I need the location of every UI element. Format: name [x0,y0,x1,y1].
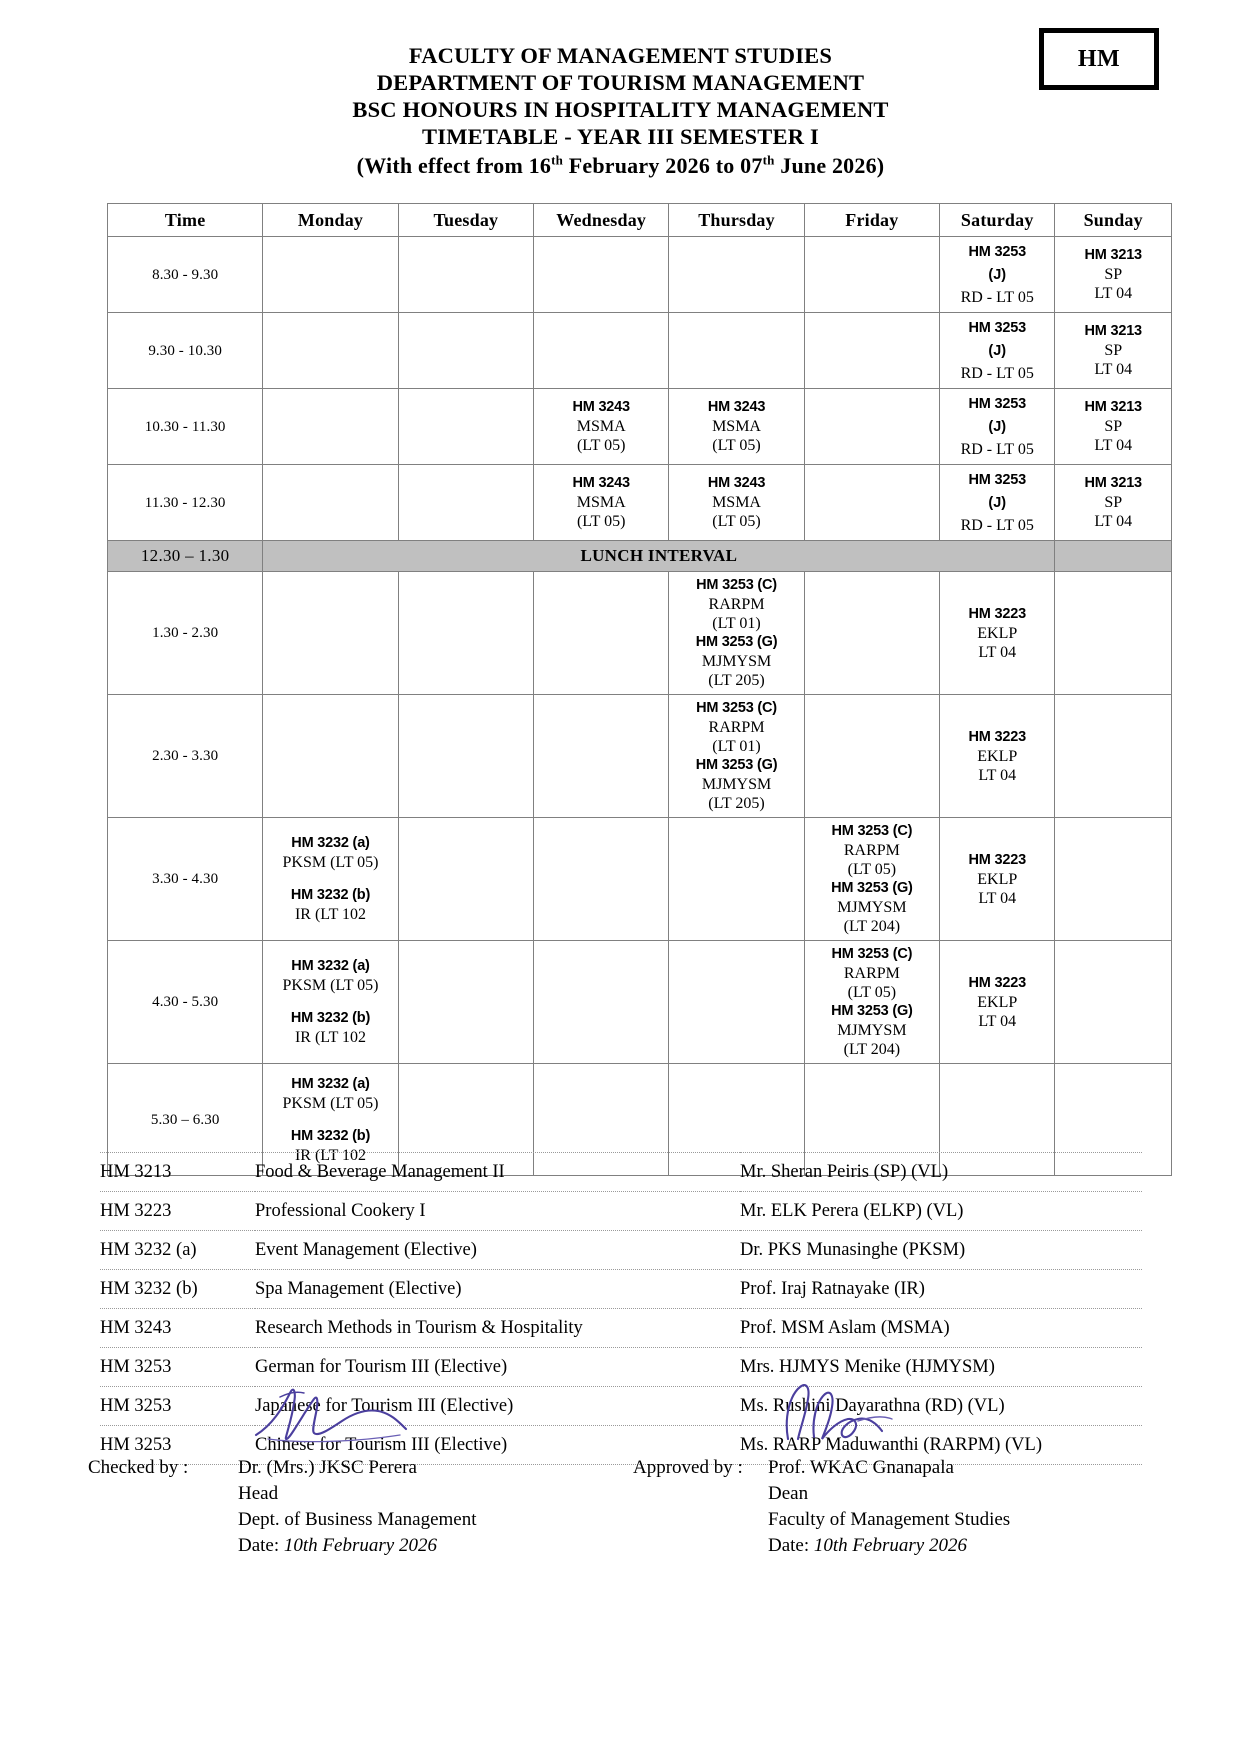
timetable-row [108,818,1172,941]
approved-by-title: Dean [768,1483,809,1504]
course-code: HM 3232 (b) [290,887,371,903]
col-header-sunday: Sunday [1055,204,1172,237]
heading-department: DEPARTMENT OF TOURISM MANAGEMENT [376,70,865,95]
legend-code: HM 3213 [100,1153,255,1192]
course-room: RD - LT 05 [960,516,1034,534]
course-room: LT 04 [1094,361,1133,378]
slot-saturday [940,818,1055,941]
slot-thursday [669,818,804,941]
slot-tuesday [398,941,533,1064]
legend-row [100,1153,1142,1192]
slot-saturday [940,941,1055,1064]
course-group: (J) [988,418,1007,435]
course-lecturer: EKLP [977,993,1018,1011]
legend-code: HM 3253 [100,1348,255,1387]
checked-by-block [88,1455,633,1559]
slot-monday [263,695,398,818]
lunch-label: LUNCH INTERVAL [263,541,1055,572]
slot-sunday [1055,818,1172,941]
course-lecturer: PKSM (LT 05) [282,977,379,994]
signature-section [88,1455,1158,1559]
slot-saturday [940,237,1055,313]
slot-wednesday [534,818,669,941]
approved-by-name: Prof. WKAC Gnanapala [768,1457,954,1478]
slot-wednesday [534,389,669,465]
course-code: HM 3232 (a) [291,958,370,974]
course-lecturer: RARPM [708,719,765,736]
course-code: HM 3213 [1084,399,1142,415]
legend-staff: Ms. RARP Maduwanthi (RARPM) (VL) [740,1426,1142,1465]
slot-thursday [669,465,804,541]
course-code: HM 3213 [1084,475,1142,491]
checked-by-dateline [238,1533,477,1559]
course-code: HM 3253 (C) [696,700,777,716]
legend-name: Research Methods in Tourism & Hospitality [255,1309,740,1348]
heading-timetable: TIMETABLE - YEAR III SEMESTER I [422,124,819,149]
course-lecturer: IR (LT 102 [294,1029,367,1046]
course-code: HM 3223 [968,605,1026,622]
course-code: HM 3243 [707,475,766,491]
slot-sunday [1055,572,1172,695]
timetable-row [108,695,1172,818]
course-lecturer: MSMA [576,418,626,435]
timetable-table [107,203,1172,1176]
legend-row [100,1309,1142,1348]
course-room: (LT 205) [708,795,765,812]
legend-code: HM 3253 [100,1426,255,1465]
course-group: (J) [988,494,1007,511]
heading-effective-dates [0,150,1241,179]
course-code: HM 3213 [1084,323,1142,339]
course-lecturer: IR (LT 102 [294,1146,367,1164]
approved-by-dept: Faculty of Management Studies [768,1509,1011,1530]
legend-staff: Mr. ELK Perera (ELKP) (VL) [740,1192,1142,1231]
slot-friday [804,237,939,313]
row-time: 5.30 – 6.30 [108,1064,263,1176]
slot-monday [263,572,398,695]
slot-saturday [940,465,1055,541]
slot-saturday [940,313,1055,389]
checked-by-dept: Dept. of Business Management [238,1509,477,1530]
course-code: HM 3253 [968,395,1026,412]
legend-name: Japanese for Tourism III (Elective) [255,1387,740,1426]
course-room: (LT 05) [576,513,626,530]
course-code: HM 3243 [572,399,630,415]
course-lecturer: SP [1104,266,1123,283]
slot-monday [263,941,398,1064]
slot-monday [263,313,398,389]
col-header-thursday: Thursday [669,204,804,237]
checked-by-date-value: 10th February 2026 [283,1535,437,1556]
course-lecturer: MSMA [712,418,761,435]
course-lecturer: SP [1104,418,1123,435]
course-lecturer: MSMA [576,494,626,511]
timetable-row [108,313,1172,389]
row-time: 3.30 - 4.30 [108,818,263,941]
course-code: HM 3253 (G) [831,1003,913,1019]
course-room: RD - LT 05 [960,364,1034,382]
course-lecturer: PKSM (LT 05) [282,854,379,871]
slot-thursday [669,941,804,1064]
course-code: HM 3213 [1084,247,1142,263]
slot-monday [263,389,398,465]
hm-logo [1039,28,1159,90]
slot-sunday [1055,695,1172,818]
legend-staff: Mr. Sheran Peiris (SP) (VL) [740,1153,1142,1192]
slot-thursday [669,695,804,818]
course-lecturer: MJMYSM [837,1022,907,1039]
slot-sunday [1055,465,1172,541]
legend-name: Food & Beverage Management II [255,1153,740,1192]
course-code: HM 3253 (C) [696,577,777,593]
slot-sunday [1055,389,1172,465]
legend-name: Spa Management (Elective) [255,1270,740,1309]
slot-wednesday [534,572,669,695]
effect-pre: (With effect from 16 [356,153,552,178]
course-code: HM 3223 [968,974,1026,991]
course-room: (LT 05) [712,513,761,530]
approved-by-date-label: Date: [768,1535,814,1556]
timetable-row [108,237,1172,313]
course-lecturer: SP [1104,342,1123,359]
approved-by-block [633,1455,1153,1559]
slot-thursday [669,572,804,695]
legend-code: HM 3243 [100,1309,255,1348]
checked-by-label: Checked by : [88,1457,189,1478]
course-lecturer: RARPM [708,596,765,613]
slot-friday [804,941,939,1064]
approved-by-label: Approved by : [633,1457,743,1478]
legend-code: HM 3223 [100,1192,255,1231]
col-header-wednesday: Wednesday [534,204,669,237]
slot-friday [804,695,939,818]
legend-code: HM 3253 [100,1387,255,1426]
slot-tuesday [398,465,533,541]
timetable-row [108,572,1172,695]
slot-tuesday [398,695,533,818]
course-room: (LT 05) [847,861,897,878]
legend-name: German for Tourism III (Elective) [255,1348,740,1387]
course-lecturer: EKLP [977,624,1018,642]
slot-wednesday [534,237,669,313]
legend-code: HM 3232 (a) [100,1231,255,1270]
legend-staff: Ms. Rushini Dayarathna (RD) (VL) [740,1387,1142,1426]
course-code: HM 3232 (b) [290,1010,371,1026]
slot-saturday [940,389,1055,465]
course-lecturer: IR (LT 102 [294,906,367,923]
approved-by-date-value: 10th February 2026 [813,1535,967,1556]
course-code: HM 3253 (G) [695,757,778,773]
lunch-sunday [1055,541,1172,572]
course-room: (LT 205) [708,672,765,689]
legend-code: HM 3232 (b) [100,1270,255,1309]
timetable-row [108,465,1172,541]
slot-friday [804,313,939,389]
course-lecturer: RARPM [843,965,900,982]
slot-tuesday [398,237,533,313]
slot-wednesday [534,465,669,541]
course-room: (LT 05) [576,437,626,454]
row-time: 11.30 - 12.30 [108,465,263,541]
course-room: (LT 204) [843,1041,901,1058]
course-room: LT 04 [978,889,1017,907]
slot-wednesday [534,941,669,1064]
course-room: (LT 05) [712,437,761,454]
row-time: 9.30 - 10.30 [108,313,263,389]
course-code: HM 3253 [968,243,1026,260]
slot-saturday [940,572,1055,695]
slot-wednesday [534,313,669,389]
heading-faculty: FACULTY OF MANAGEMENT STUDIES [408,43,833,68]
legend-row [100,1192,1142,1231]
checked-by-signature-image [238,1373,428,1453]
slot-friday [804,465,939,541]
col-header-monday: Monday [263,204,398,237]
course-code: HM 3253 (G) [695,634,778,650]
course-lecturer: MSMA [712,494,761,511]
lunch-interval-row [108,541,1172,572]
hm-logo-text: HM [1077,45,1121,72]
legend-name: Professional Cookery I [255,1192,740,1231]
course-lecturer: SP [1104,494,1123,511]
legend-row [100,1231,1142,1270]
course-room: LT 04 [1094,285,1133,302]
row-time: 8.30 - 9.30 [108,237,263,313]
course-code: HM 3232 (b) [290,1127,371,1144]
timetable-row [108,389,1172,465]
col-header-friday: Friday [804,204,939,237]
slot-wednesday [534,695,669,818]
course-room: LT 04 [1094,437,1133,454]
course-room: LT 04 [1094,513,1133,530]
course-lecturer: MJMYSM [701,776,772,793]
legend-staff: Dr. PKS Munasinghe (PKSM) [740,1231,1142,1270]
slot-monday [263,818,398,941]
effect-sup-1: th [551,152,564,168]
legend-staff: Prof. Iraj Ratnayake (IR) [740,1270,1142,1309]
checked-by-date-label: Date: [238,1535,284,1556]
course-lecturer: MJMYSM [837,899,907,916]
course-code: HM 3253 (C) [831,823,913,839]
timetable-row [108,941,1172,1064]
effect-sup-2: th [762,152,775,168]
course-code: HM 3253 (C) [831,946,913,962]
effect-post: June 2026) [774,153,885,178]
course-code: HM 3243 [707,399,766,415]
course-lecturer: EKLP [977,747,1018,765]
course-code: HM 3223 [968,728,1026,745]
timetable-header-row [108,204,1172,237]
course-code: HM 3253 [968,319,1026,336]
course-code: HM 3243 [572,475,630,491]
course-lecturer: MJMYSM [701,653,772,670]
slot-sunday [1055,941,1172,1064]
slot-tuesday [398,818,533,941]
course-room: (LT 01) [712,738,761,755]
slot-tuesday [398,389,533,465]
col-header-saturday: Saturday [940,204,1055,237]
course-room: LT 04 [978,1012,1017,1030]
row-time: 1.30 - 2.30 [108,572,263,695]
slot-tuesday [398,313,533,389]
course-room: (LT 204) [843,918,901,935]
legend-name: Chinese for Tourism III (Elective) [255,1426,740,1465]
course-group: (J) [988,266,1007,283]
row-time: 2.30 - 3.30 [108,695,263,818]
course-code: HM 3232 (a) [291,1075,370,1092]
course-code: HM 3223 [968,851,1026,868]
slot-tuesday [398,572,533,695]
approved-by-dateline [768,1533,1010,1559]
slot-sunday [1055,237,1172,313]
row-time: 4.30 - 5.30 [108,941,263,1064]
slot-monday [263,237,398,313]
col-header-time: Time [108,204,263,237]
slot-friday [804,818,939,941]
timetable-container [107,203,1172,1176]
course-lecturer: PKSM (LT 05) [282,1094,379,1112]
legend-staff: Mrs. HJMYS Menike (HJMYSM) [740,1348,1142,1387]
slot-monday [263,465,398,541]
course-code: HM 3232 (a) [291,835,370,851]
lunch-time: 12.30 – 1.30 [108,541,263,572]
slot-friday [804,389,939,465]
course-room: (LT 05) [847,984,897,1001]
checked-by-name: Dr. (Mrs.) JKSC Perera [238,1457,417,1478]
legend-row [100,1270,1142,1309]
slot-thursday [669,313,804,389]
heading-degree: BSC HONOURS IN HOSPITALITY MANAGEMENT [352,97,889,122]
course-lecturer: RARPM [843,842,900,859]
course-room: RD - LT 05 [960,288,1034,306]
legend-name: Event Management (Elective) [255,1231,740,1270]
col-header-tuesday: Tuesday [398,204,533,237]
course-room: LT 04 [978,766,1017,784]
course-room: LT 04 [978,643,1017,661]
course-lecturer: EKLP [977,870,1018,888]
course-code: HM 3253 (G) [831,880,913,896]
course-group: (J) [988,342,1007,359]
row-time: 10.30 - 11.30 [108,389,263,465]
slot-sunday [1055,313,1172,389]
course-room: RD - LT 05 [960,440,1034,458]
legend-staff: Prof. MSM Aslam (MSMA) [740,1309,1142,1348]
slot-thursday [669,389,804,465]
course-code: HM 3253 [968,471,1026,488]
approved-by-signature-image [758,1373,948,1453]
course-room: (LT 01) [712,615,761,632]
slot-thursday [669,237,804,313]
slot-friday [804,572,939,695]
checked-by-title: Head [238,1483,279,1504]
slot-saturday [940,695,1055,818]
effect-mid: February 2026 to 07 [563,153,763,178]
